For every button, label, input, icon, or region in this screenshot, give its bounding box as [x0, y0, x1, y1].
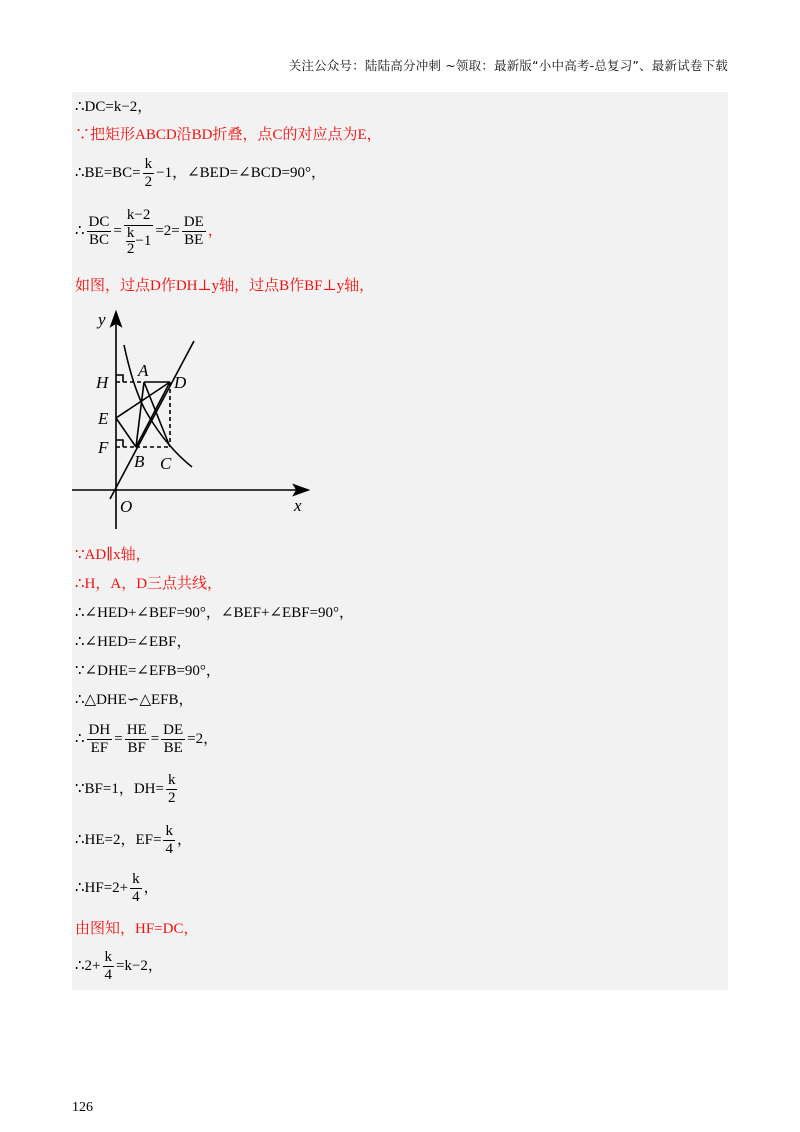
- fraction-k-over-2: [143, 156, 155, 191]
- line-12-end: =2，: [187, 730, 219, 747]
- fraction-numerator: k: [104, 949, 113, 965]
- line-16-text: 由图知，HF=DC，: [75, 921, 199, 937]
- label-b: B: [134, 452, 145, 471]
- fraction-denominator: 2: [167, 790, 176, 806]
- line-13-text: ∵BF=1，DH=: [75, 780, 164, 797]
- fraction-de-over-be: [182, 214, 206, 249]
- fraction-denominator: [124, 226, 153, 257]
- line-17-text: ∴2+: [75, 957, 101, 974]
- line-13: [75, 772, 179, 807]
- fraction-denominator: 4: [132, 889, 140, 905]
- line-15-text: ∴HF=2+: [75, 879, 129, 896]
- fraction-complex: [124, 206, 153, 257]
- line-17-end: =k−2，: [116, 957, 163, 974]
- line-7: ∴H，A，D三点共线，: [75, 576, 223, 592]
- sub-fraction-numerator: k: [126, 225, 135, 241]
- fraction-k-over-4-c: [103, 949, 115, 984]
- label-e: E: [98, 409, 109, 428]
- line-8: ∴∠HED+∠BEF=90°，∠BEF+∠EBF=90°，: [75, 605, 355, 621]
- label-c: C: [160, 454, 172, 473]
- label-f: F: [98, 438, 109, 457]
- x-axis-arrow: [294, 485, 308, 495]
- sub-fraction: [126, 226, 136, 257]
- line-2: ∵把矩形ABCD沿BD折叠，点C的对应点为E，: [75, 127, 382, 143]
- line-1: ∴DC=k−2，: [75, 99, 153, 115]
- line-4-therefore: ∴: [75, 222, 85, 239]
- label-o: O: [120, 497, 133, 516]
- sub-fraction-rest: −1: [135, 232, 152, 249]
- fraction-denominator: 4: [104, 967, 113, 983]
- label-x: x: [294, 496, 302, 515]
- page-number: 126: [72, 1100, 93, 1115]
- line-15: [75, 871, 159, 906]
- fraction-numerator: k: [132, 871, 140, 887]
- fraction-denominator: 4: [165, 841, 173, 857]
- fraction-numerator: k: [165, 823, 173, 839]
- right-angle-h: [116, 375, 123, 382]
- label-a: A: [138, 361, 149, 380]
- page-header: 关注公众号：陆陆高分冲刺 ~领取：最新版“小中高考-总复习”、最新试卷下载: [288, 58, 728, 73]
- right-angle-f: [116, 440, 123, 447]
- line-3-text-b: −1，∠BED=∠BCD=90°，: [156, 164, 326, 181]
- line-9: ∴∠HED=∠EBF，: [75, 634, 192, 650]
- fraction-de-over-be-2: [161, 722, 185, 757]
- line-6: ∵AD∥x轴，: [75, 547, 151, 563]
- y-axis-arrow: [111, 312, 121, 326]
- sub-fraction-denominator: 2: [126, 241, 135, 257]
- line-14-end: ，: [176, 831, 192, 848]
- coordinate-figure: [72, 307, 332, 539]
- fraction-he-over-bf: [125, 722, 149, 757]
- label-h: H: [96, 373, 109, 392]
- line-15-end: ，: [143, 879, 159, 896]
- fraction-denominator: BE: [163, 740, 183, 756]
- label-d: D: [174, 373, 187, 392]
- fraction-denominator: EF: [90, 740, 109, 756]
- fraction-numerator: k: [144, 156, 153, 172]
- line-16: [75, 920, 198, 938]
- fraction-numerator: DC: [88, 214, 110, 230]
- segment-bd: [136, 382, 170, 447]
- fraction-denominator: BC: [88, 232, 109, 248]
- fraction-numerator: k−2: [124, 206, 153, 226]
- fraction-k-over-4-b: [130, 871, 142, 906]
- line-4: ∴ $\frac{DC}{BC}$ = k−2 $\frac{k}{2}$ −1 =2= $\frac{DE}{BE}$ ，: [75, 207, 223, 257]
- solution-content: [72, 92, 728, 990]
- line-4-mid: =2=: [155, 222, 180, 239]
- line-17: [75, 949, 163, 984]
- fraction-denominator: BF: [127, 740, 146, 756]
- line-12-therefore: ∴: [75, 730, 85, 747]
- fraction-dh-over-ef: [87, 722, 113, 757]
- line-4-end: ，: [207, 222, 223, 239]
- line-3-text-a: ∴BE=BC=: [75, 164, 141, 181]
- fraction-k-over-4: [163, 823, 175, 858]
- straight-line: [110, 341, 194, 499]
- fraction-numerator: DE: [163, 722, 184, 738]
- segment-eb: [116, 418, 136, 447]
- line-3: [75, 156, 326, 191]
- fraction-numerator: DH: [88, 722, 111, 738]
- fraction-dc-over-bc: [87, 214, 112, 249]
- line-11: ∴△DHE∽△EFB，: [75, 692, 194, 708]
- label-y: y: [98, 310, 106, 329]
- fraction-numerator: HE: [126, 722, 147, 738]
- fraction-denominator: BE: [184, 232, 204, 248]
- line-10: ∵∠DHE=∠EFB=90°，: [75, 663, 221, 679]
- fraction-numerator: k: [167, 772, 176, 788]
- line-14: [75, 823, 192, 858]
- line-12: ∴ $\frac{DH}{EF}$ = $\frac{HE}{BF}$ = $\frac{DE}{BE}$ =2，: [75, 722, 219, 756]
- line-5: 如图，过点D作DH⊥y轴，过点B作BF⊥y轴，: [75, 278, 375, 294]
- fraction-numerator: DE: [183, 214, 204, 230]
- fraction-denominator: 2: [144, 174, 153, 190]
- fraction-k-over-2-b: [166, 772, 178, 807]
- line-14-text: ∴HE=2，EF=: [75, 831, 162, 848]
